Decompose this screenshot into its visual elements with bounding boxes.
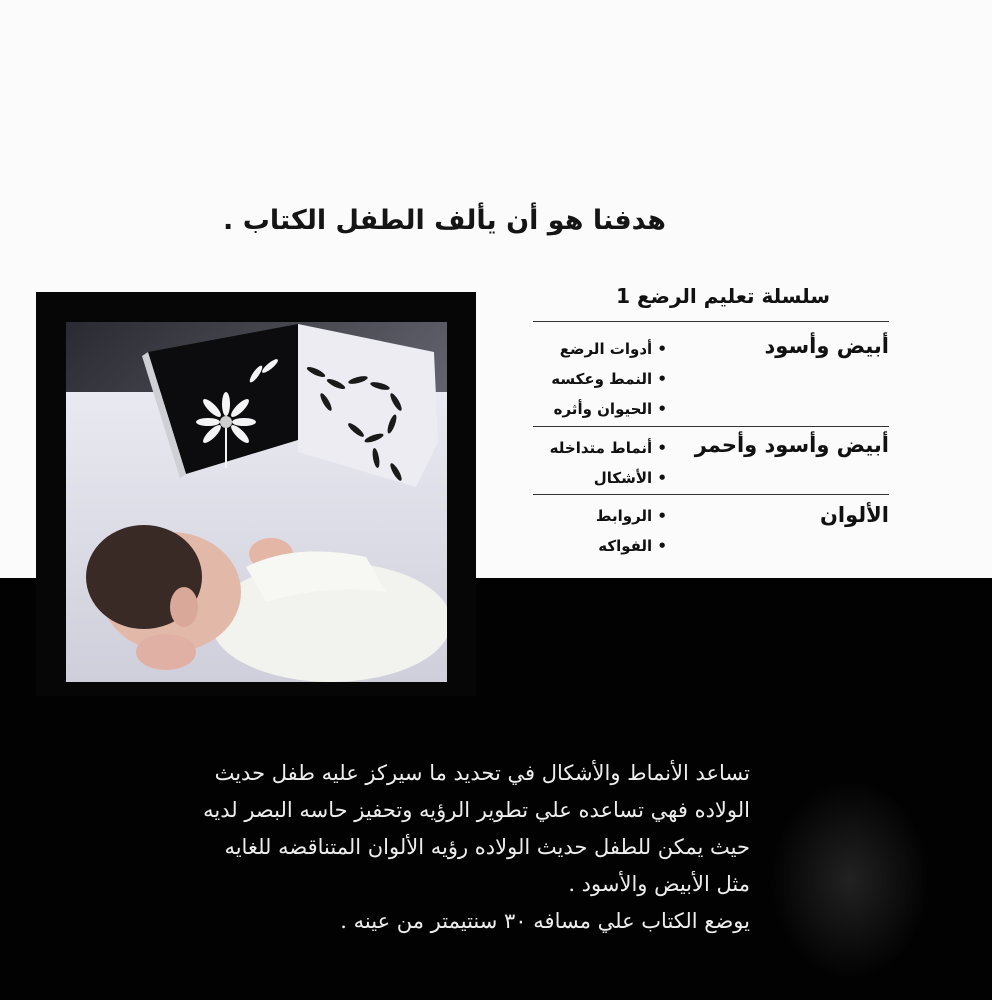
list-item: • الأشكال [550, 463, 667, 493]
list-item: • أنماط متداخله [550, 433, 667, 463]
category-black-white-red-items [550, 433, 667, 493]
list-item: • الروابط [596, 501, 667, 531]
description-line: حيث يمكن للطفل حديث الولاده رؤيه الألوان المتناقضه للغايه [224, 835, 750, 859]
list-item: • النمط وعكسه [551, 364, 667, 394]
series-title: سلسلة تعليم الرضع 1 [616, 284, 830, 308]
list-item: • الفواكه [596, 531, 667, 561]
category-black-white-items [551, 334, 667, 424]
list-item: • أدوات الرضع [551, 334, 667, 364]
divider [533, 426, 889, 427]
headline: هدفنا هو أن يألف الطفل الكتاب . [223, 205, 666, 236]
smoke-decoration [770, 780, 930, 980]
description-line: مثل الأبيض والأسود . [568, 872, 750, 896]
description-line: تساعد الأنماط والأشكال في تحديد ما سيركز عليه طفل حديث [214, 761, 750, 785]
divider [533, 321, 889, 322]
category-black-white: أبيض وأسود [764, 334, 889, 358]
description-line: الولاده فهي تساعده علي تطوير الرؤيه وتحفيز حاسه البصر لديه [203, 798, 750, 822]
description-line: يوضع الكتاب علي مسافه ٣٠ سنتيمتر من عينه . [340, 909, 750, 933]
category-colors: الألوان [819, 503, 889, 527]
category-black-white-red: أبيض وأسود وأحمر [694, 433, 889, 457]
category-colors-items [596, 501, 667, 561]
description-text [60, 755, 750, 940]
divider [533, 494, 889, 495]
baby-with-book-photo [66, 322, 447, 682]
list-item: • الحيوان وأثره [551, 394, 667, 424]
